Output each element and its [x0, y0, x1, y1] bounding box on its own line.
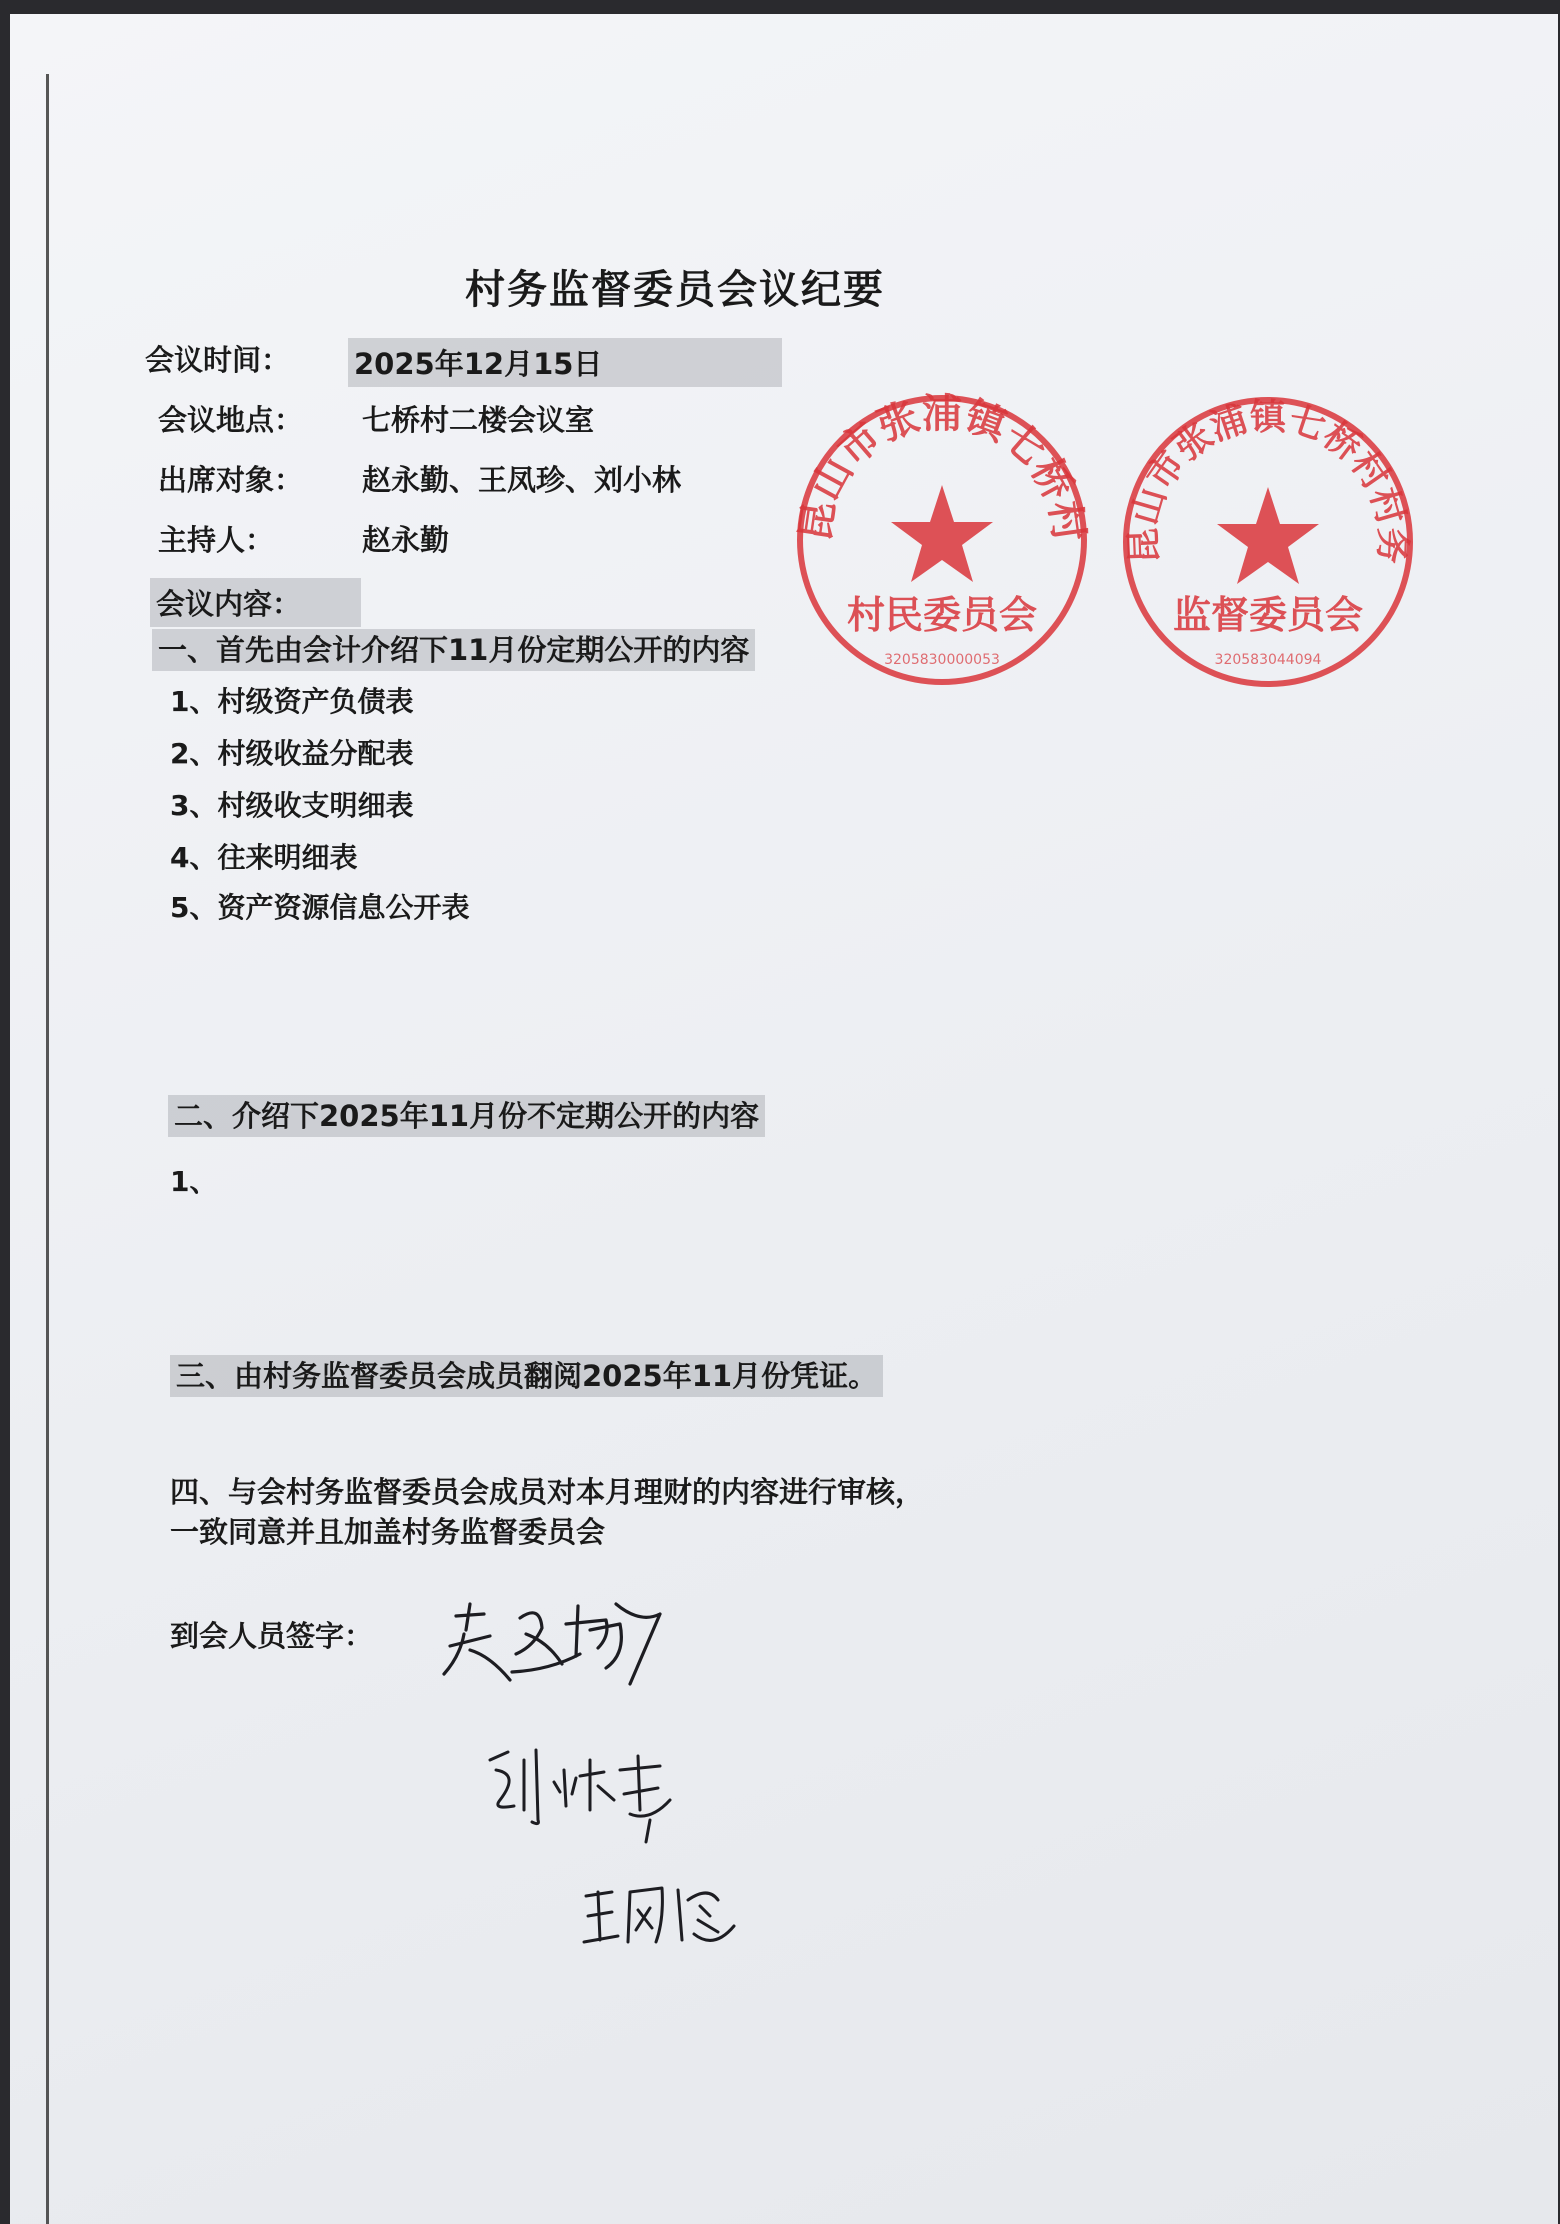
- list-item: 4、往来明细表: [170, 841, 358, 874]
- meta-label: 主持人：: [158, 523, 275, 557]
- section-heading-text: 三、由村务监督委员会成员翻阅2025年11月份凭证。: [170, 1355, 883, 1397]
- meta-value: 赵永勤、王凤珍、刘小林: [362, 463, 682, 497]
- section-heading: [152, 628, 755, 669]
- seal-top-text: 昆山市张浦镇七桥村村务: [1122, 395, 1414, 565]
- meta-value: 赵永勤: [362, 523, 450, 557]
- meta-label: 会议时间：: [145, 343, 291, 377]
- seal-bottom-text: 村民委员会: [846, 592, 1038, 637]
- meta-value: 2025年12月15日: [348, 338, 782, 387]
- signature-label: 到会人员签字：: [170, 1619, 374, 1653]
- document-paper: [10, 14, 1558, 2224]
- seal-bottom-text: 监督委员会: [1172, 592, 1364, 637]
- meta-value: 七桥村二楼会议室: [362, 403, 595, 437]
- document-title: 村务监督委员会议纪要: [465, 267, 885, 313]
- seal-top-text: 昆山市张浦镇七桥村: [792, 390, 1092, 545]
- margin-line: [46, 74, 49, 2224]
- signature-3: [578, 1870, 748, 1960]
- list-item: 1、村级资产负债表: [170, 685, 414, 718]
- section-heading: [170, 1354, 883, 1395]
- signature-1: [430, 1584, 700, 1694]
- star-icon: [1217, 487, 1319, 584]
- star-icon: [891, 485, 993, 582]
- section-heading-line2: 一致同意并且加盖村务监督委员会: [170, 1515, 606, 1549]
- section-heading-text: 二、介绍下2025年11月份不定期公开的内容: [168, 1095, 765, 1137]
- section-heading: 四、与会村务监督委员会成员对本月理财的内容进行审核，: [170, 1475, 925, 1509]
- red-seal-village-committee: [792, 390, 1092, 690]
- list-item: 5、资产资源信息公开表: [170, 891, 470, 924]
- red-seal-supervision-committee: [1118, 392, 1418, 692]
- list-item: 1、: [170, 1165, 218, 1198]
- section-heading: [168, 1094, 765, 1135]
- meta-label: 出席对象：: [158, 463, 304, 497]
- signature-2: [480, 1730, 690, 1850]
- meta-label: 会议地点：: [158, 403, 304, 437]
- seal-code: 320583044094: [1214, 652, 1322, 668]
- seal-code: 3205830000053: [884, 652, 1000, 668]
- section-heading-text: 一、首先由会计介绍下11月份定期公开的内容: [152, 629, 755, 671]
- list-item: 3、村级收支明细表: [170, 789, 414, 822]
- meta-label: 会议内容：: [150, 578, 361, 627]
- list-item: 2、村级收益分配表: [170, 737, 414, 770]
